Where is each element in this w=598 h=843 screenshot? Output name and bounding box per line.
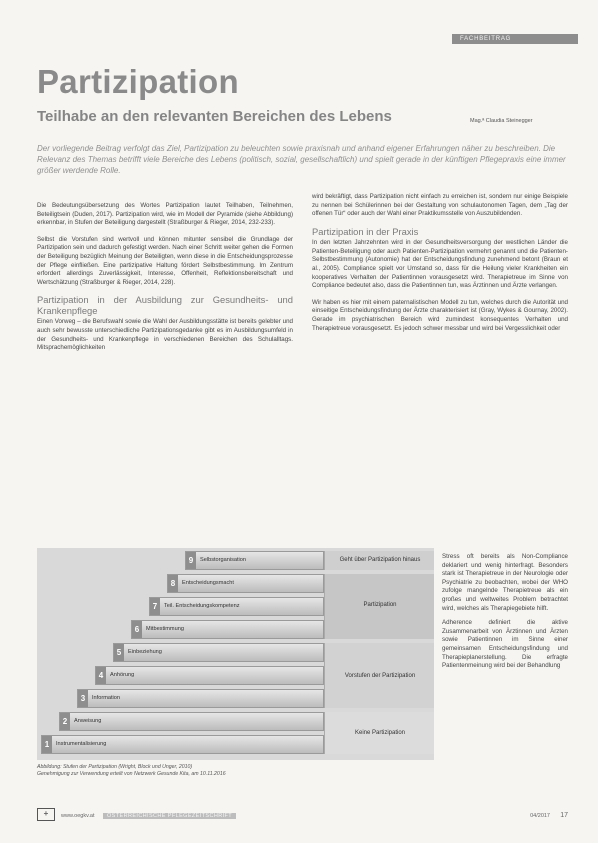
paragraph: In den letzten Jahrzehnten wird in der Gesundheitsversorgung der westlichen Länder die Patienten-Beteiligung oder auch Patienten-Partizipation vermehrt genannt und die Patienten-Selbstbestimmung (Autonomie) hat der Entscheidungsfindung zunehmend betont (Braun et al., 2005). Compliance spielt vor Umstand so, dass für die Heilung vieler Krankheiten ein kooperatives Verhalten der Patientinnen vorausgesetzt wird. Therapietreue im Sinne von Compliance bedeutet also, dass die Patientinnen tun, was Ärztinnen und Ärzte verlangen. [312, 239, 568, 290]
page-number: 17 [560, 812, 568, 819]
figure-caption: Abbildung: Stufen der Partizipation (Wright, Block und Unger, 2010) Genehmigung zur Verwendung erteilt von Netzwerk Gesunde Kita, am 10.11.2016 [37, 764, 226, 777]
paragraph: Selbst die Vorstufen sind wertvoll und können mitunter sensibel die Grundlage der Partizipation sein und dadurch gefestigt werden. Nach einer Schritt weiter gehen die Formen der Beteiligung bezüglich Meinung der Beteiligten, wenn diese in die Entscheidungsprozesse der Pflege einfließen. Eine partizipative Haltung fördert Selbstbestimmung. Im Zentrum erfordert allerdings Zuverlässigkeit, Interesse, Offenheit, Reflektionsbereitschaft und Wertschätzung (Straßburger & Rieger, 2014, 228). [37, 235, 293, 286]
band-pre-stages: Vorstufen der Partizipation [324, 643, 434, 708]
paragraph: wird bekräftigt, dass Partizipation nicht einfach zu erreichen ist, sondern nur einige Beispiele zu nennen bei Schülerinnen bei der Gestaltung von schulautonomen Tagen, dem „Tag der offenen Tür“ oder auch der Wahl einer Praktikumsstelle von Auszubildenden. [312, 193, 568, 218]
paragraph: Wir haben es hier mit einem paternalistischen Modell zu tun, welches durch die Autorität und einseitige Entscheidungsfindung der Ärzte charakterisiert ist (Gray, Wykes & Gournay, 2002). Gerade im psychiatrischen Bereich wird zumindest konsequentes Verhalten und Therapietreue vorausgesetzt. Es jedoch schwer messbar und wird bei Vergesslichkeit oder [312, 298, 568, 332]
pyramid-step: 9 Selbstorganisation [185, 551, 324, 570]
pyramid-step: 6 Mitbestimmung [131, 620, 324, 639]
footer-magazine: ÖSTERREICHISCHE PFLEGEZEITSCHRIFT [103, 813, 236, 819]
footer-url: www.oegkv.at [61, 813, 95, 819]
band-participation: Partizipation [324, 574, 434, 639]
lead-paragraph: Der vorliegende Beitrag verfolgt das Ziel, Partizipation zu beleuchten sowie praxisnah und anhand eigener Erfahrungen näher zu beschreiben. Die Relevanz des Themas betrifft viele Bereiche des Lebens (politisch, sozial, gesellschaftlich) und spielt gerade in der künftigen Pflegepraxis eine immer größer werdende Rolle. [37, 144, 566, 175]
section-heading: Partizipation in der Praxis [312, 225, 419, 237]
pyramid-step: 4 Anhörung [95, 666, 324, 685]
paragraph: Stress oft bereits als Non-Compliance deklariert und wenig hinterfragt. Besonders stark ist Therapietreue in der Neurologie oder Psychiatrie zu beobachten, wobei der WHO zufolge mangelnde Therapietreue als ein großes und weltweites Problem betrachtet wird, welches als Therapiegebiete hilft. [442, 553, 568, 612]
band-no-participation: Keine Partizipation [324, 712, 434, 754]
paragraph: Einen Vorweg – die Berufswahl sowie die Wahl der Ausbildungsstätte ist bereits gelebter und auch sehr bewusste unterschiedliche Partizipationsgedanke gibt es im Ausbildungsumfeld in der Gesundheits- und Krankenpflege in verschiedenen Bereichen des Schulalltags. Mitsprachemöglichkeiten [37, 318, 293, 352]
pyramid-step: 1 Instrumentalisierung [41, 735, 324, 754]
pyramid-step: 7 Teil. Entscheidungskompetenz [149, 597, 324, 616]
pyramid-step: 8 Entscheidungsmacht [167, 574, 324, 593]
paragraph: Adherence definiert die aktive Zusammenarbeit von Ärztinnen und Ärzten sowie Patientinnen im Sinne einer gemeinsamen Entscheidungsfindung und Therapieplanerstellung. Die erfragte Patientenmeinung wird bei der Behandlung [442, 619, 568, 670]
paragraph: Die Bedeutungsübersetzung des Wortes Partizipation lautet Teilhaben, Teilnehmen, Beteiligtsein (Duden, 2017). Partizipation wird, wie im Modell der Pyramide (siehe Abbildung) erkennbar, in Stufen der Beteiligung dargestellt (Straßburger & Rieger, 2014, 232-233). [37, 202, 293, 227]
page-footer [37, 808, 568, 824]
footer-issue: 04/2017 [530, 813, 550, 819]
pyramid-step: 2 Anweisung [59, 712, 324, 731]
left-column [37, 202, 293, 361]
right-narrow-column [442, 553, 568, 677]
right-column [312, 193, 568, 341]
section-heading: Partizipation in der Ausbildung zur Gesundheits- und Krankenpflege [37, 294, 293, 316]
section-tag: FACHBEITRAG [452, 34, 578, 44]
article-title: Partizipation [37, 63, 239, 100]
pyramid-step: 5 Einbeziehung [113, 643, 324, 662]
cross-logo-icon: + [37, 808, 55, 821]
band-beyond: Geht über Partizipation hinaus [324, 551, 434, 570]
article-subtitle: Teilhabe an den relevanten Bereichen des Lebens [37, 108, 392, 125]
participation-pyramid-figure [37, 548, 434, 760]
pyramid-step: 3 Information [77, 689, 324, 708]
author: Mag.ª Claudia Steinegger [470, 118, 533, 124]
